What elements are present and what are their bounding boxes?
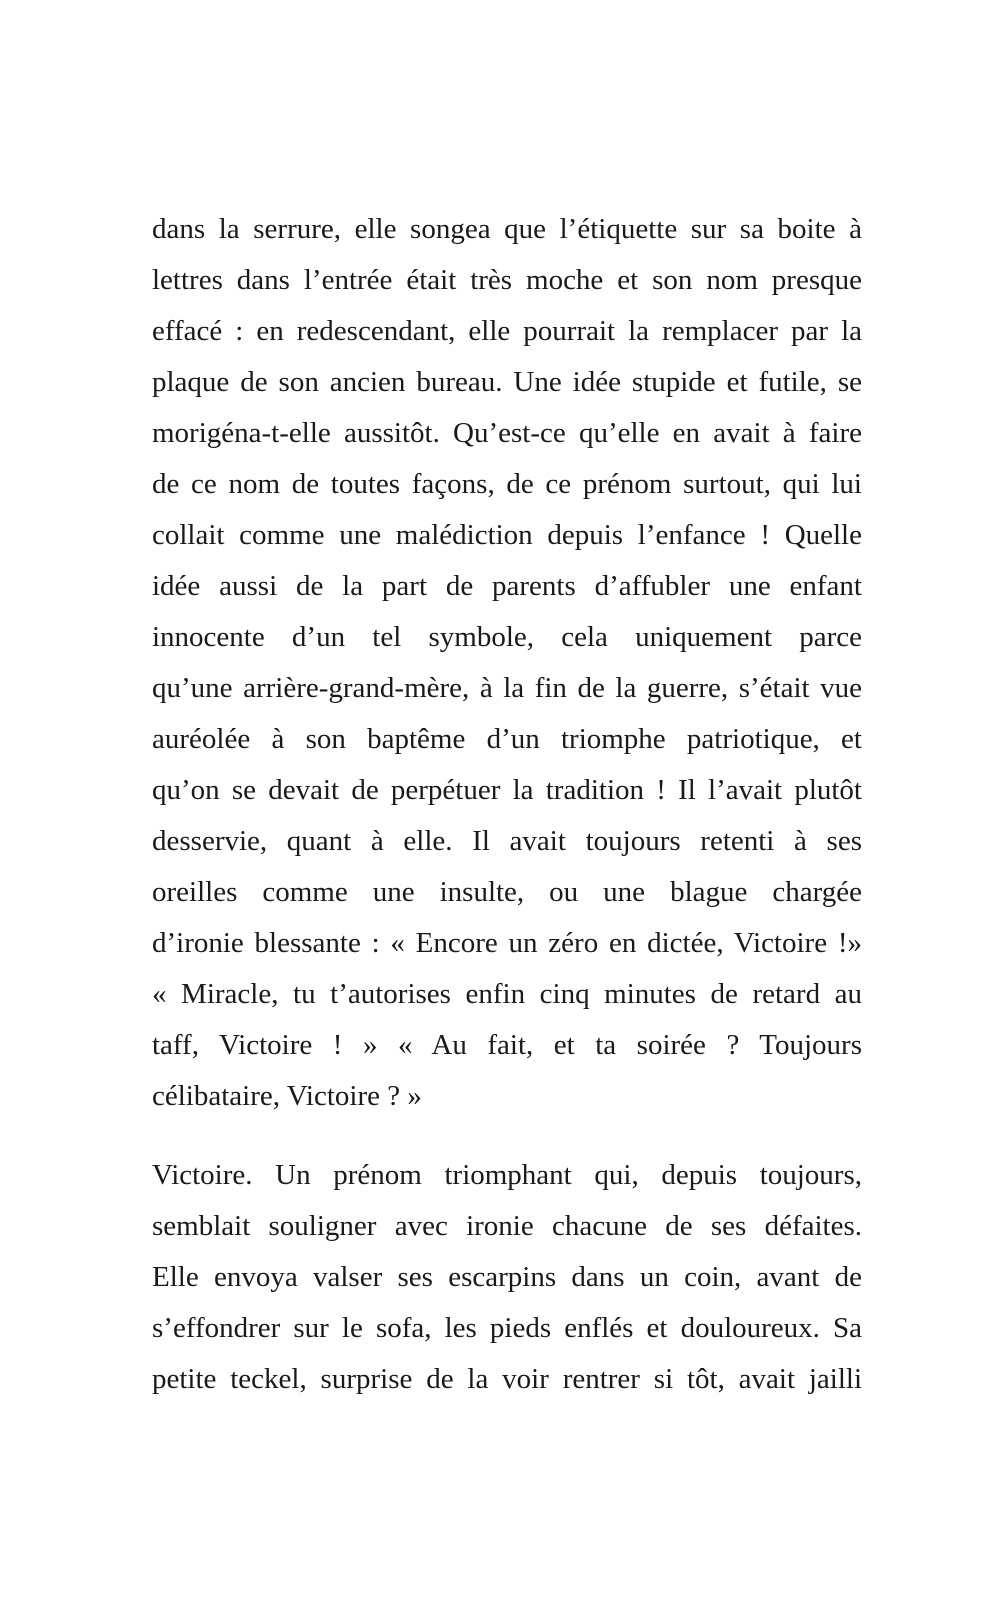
text-line: semblait souligner avec ironie chacune de ses défaites.: [152, 1210, 862, 1242]
text-line: effacé : en redescendant, elle pourrait la remplacer par la: [152, 315, 862, 347]
text-line: auréolée à son baptême d’un triomphe patriotique, et: [152, 723, 862, 755]
text-line: plaque de son ancien bureau. Une idée stupide et futile, se: [152, 366, 862, 398]
text-line: Elle envoya valser ses escarpins dans un coin, avant de: [152, 1261, 862, 1293]
paragraph: [152, 204, 862, 1122]
text-line: de ce nom de toutes façons, de ce prénom surtout, qui lui: [152, 468, 862, 500]
text-line: lettres dans l’entrée était très moche et son nom presque: [152, 264, 862, 296]
text-line: petite teckel, surprise de la voir rentrer si tôt, avait jailli: [152, 1363, 862, 1395]
text-line: collait comme une malédiction depuis l’enfance ! Quelle: [152, 519, 862, 551]
text-line: oreilles comme une insulte, ou une blague chargée: [152, 876, 862, 908]
text-line: célibataire, Victoire ? »: [152, 1080, 422, 1112]
text-line: s’effondrer sur le sofa, les pieds enflés et douloureux. Sa: [152, 1312, 862, 1344]
text-line: morigéna-t-elle aussitôt. Qu’est-ce qu’elle en avait à faire: [152, 417, 862, 449]
paragraph: [152, 1150, 862, 1405]
text-line: qu’une arrière-grand-mère, à la fin de la guerre, s’était vue: [152, 672, 862, 704]
text-line: taff, Victoire ! » « Au fait, et ta soirée ? Toujours: [152, 1029, 862, 1061]
text-line: « Miracle, tu t’autorises enfin cinq minutes de retard au: [152, 978, 862, 1010]
text-line: desservie, quant à elle. Il avait toujours retenti à ses: [152, 825, 862, 857]
text-line: Victoire. Un prénom triomphant qui, depuis toujours,: [152, 1159, 862, 1191]
text-line: dans la serrure, elle songea que l’étiquette sur sa boite à: [152, 213, 862, 245]
text-line: d’ironie blessante : « Encore un zéro en dictée, Victoire !»: [152, 927, 862, 959]
text-line: innocente d’un tel symbole, cela uniquement parce: [152, 621, 862, 653]
text-line: idée aussi de la part de parents d’affubler une enfant: [152, 570, 862, 602]
text-line: qu’on se devait de perpétuer la tradition ! Il l’avait plutôt: [152, 774, 862, 806]
